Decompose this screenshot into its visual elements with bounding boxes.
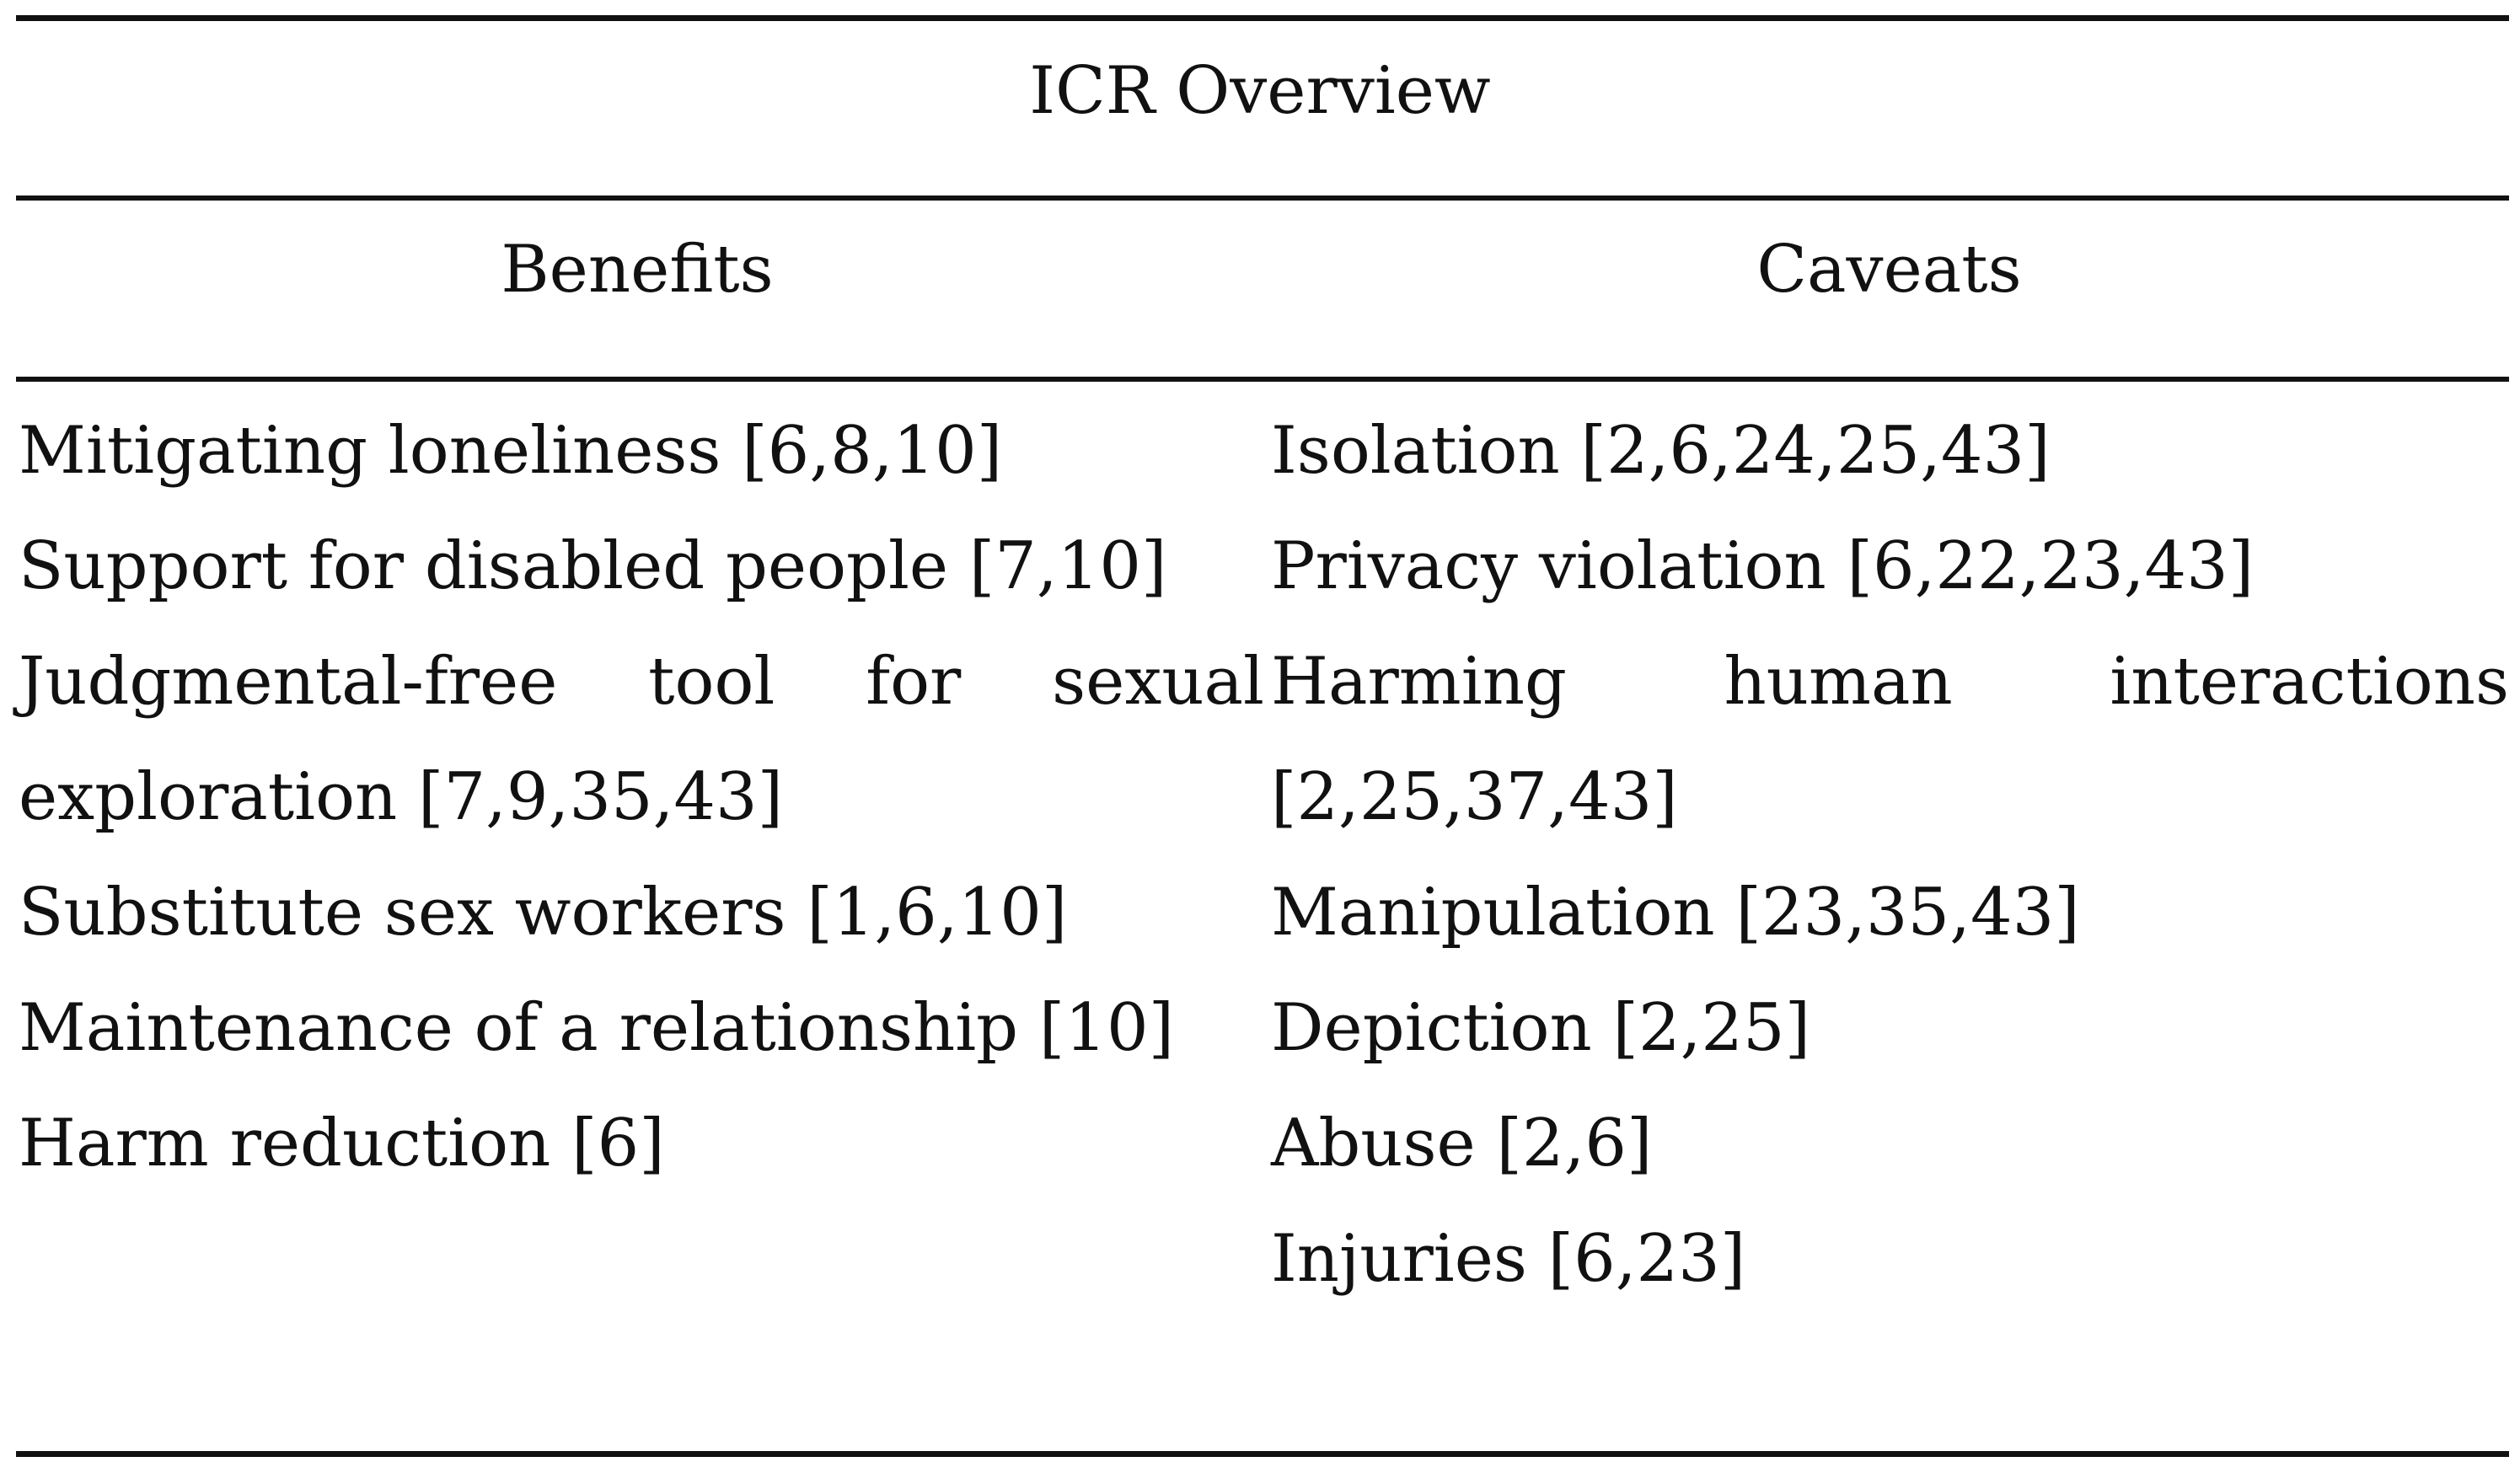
column-header-benefits: Benefits: [501, 232, 774, 308]
caveat-item: Depiction [2,25]: [1271, 990, 1811, 1066]
benefits-column: [19, 394, 1264, 1202]
column-header-caveats: Caveats: [1756, 232, 2022, 308]
table-top-rule: [16, 15, 2509, 21]
benefit-item: Maintenance of a relationship [10]: [19, 990, 1175, 1066]
benefit-item: Substitute sex workers [1,6,10]: [19, 875, 1068, 951]
benefit-item: Judgmental-free tool for sexual exploration [7,9,35,43]: [19, 644, 1264, 835]
table-title: ICR Overview: [1029, 53, 1491, 129]
caveat-item: Manipulation [23,35,43]: [1271, 875, 2080, 951]
table-bottom-rule: [16, 1451, 2509, 1457]
caveat-item: Isolation [2,6,24,25,43]: [1271, 413, 2051, 489]
header-divider-rule: [16, 377, 2509, 382]
caveat-item: Abuse [2,6]: [1271, 1106, 1653, 1181]
benefit-item: Support for disabled people [7,10]: [19, 528, 1167, 604]
title-divider-rule: [16, 195, 2509, 201]
benefit-item: Harm reduction [6]: [19, 1106, 665, 1181]
caveat-item: Injuries [6,23]: [1271, 1221, 1746, 1297]
benefit-item: Mitigating loneliness [6,8,10]: [19, 413, 1003, 489]
caveat-item: Privacy violation [6,22,23,43]: [1271, 528, 2255, 604]
caveat-item: Harming human interactions [2,25,37,43]: [1271, 644, 2509, 835]
caveats-column: [1271, 394, 2509, 1317]
